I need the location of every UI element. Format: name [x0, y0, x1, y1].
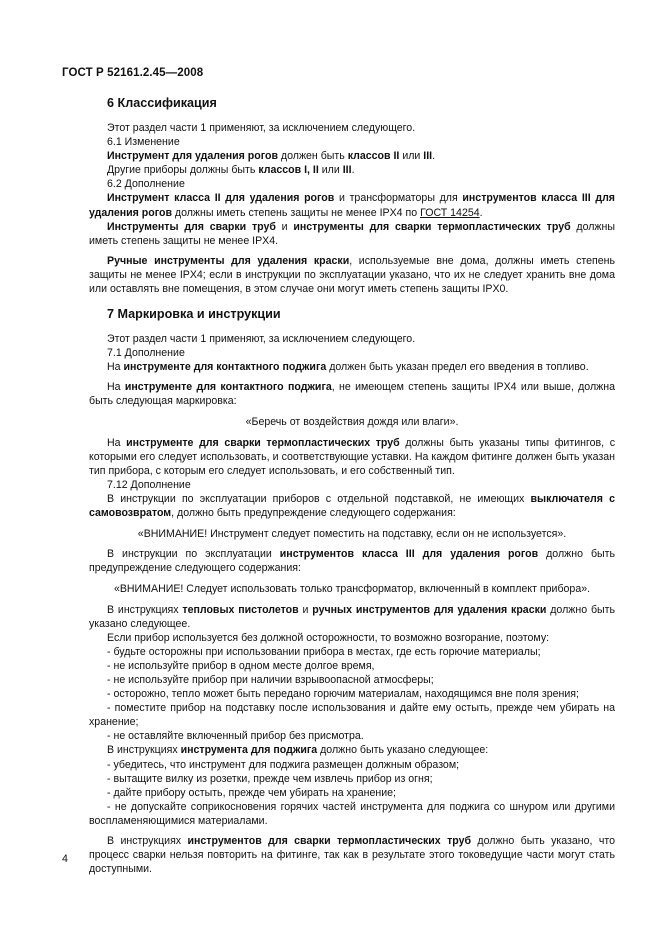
paragraph: На инструменте для сварки термопластических труб должны быть указаны типы фитингов, с которыми его следует использовать, и соответствующие уставки. На каждом фитинге должен быть указан тип прибора, с которым его следует использовать, и его собственный тип.	[89, 436, 615, 477]
quote-warning-transformer: «ВНИМАНИЕ! Следует использовать только трансформатор, включенный в комплект прибора».	[113, 583, 591, 596]
paragraph: Этот раздел части 1 применяют, за исключением следующего.	[107, 333, 416, 345]
paragraph: В инструкциях инструмента для поджига должно быть указано следующее:	[107, 744, 489, 757]
paragraph: Если прибор используется без должной осторожности, то возможно возгорание, поэтому:	[107, 631, 550, 644]
list-item: - не используйте прибор при наличии взрывоопасной атмосферы;	[107, 673, 434, 686]
quote-warning-stand: «ВНИМАНИЕ! Инструмент следует поместить на подставку, если он не используется».	[137, 528, 567, 541]
list-item: - осторожно, тепло может быть передано горючим материалам, находящимся вне поля зрения;	[107, 688, 579, 701]
paragraph: Инструменты для сварки труб и инструменты для сварки термопластических труб должны иметь степень защиты не менее IPX4.	[89, 220, 615, 247]
section-7-title: 7 Маркировка и инструкции	[107, 307, 281, 321]
list-item: - поместите прибор на подставку после использования и дайте ему остыть, прежде чем убирать на хранение;	[89, 702, 615, 729]
subclause-6-2: 6.2 Дополнение	[107, 178, 185, 191]
paragraph: В инструкциях инструментов для сварки термопластических труб должно быть указано, что процесс сварки нельзя повторить на фитинге, так как в результате этого токоведущие части могут стать доступными.	[89, 835, 616, 876]
paragraph: В инструкциях тепловых пистолетов и ручных инструментов для удаления краски должно быть указано следующее.	[89, 603, 615, 630]
paragraph: Ручные инструменты для удаления краски, используемые вне дома, должны иметь степень защиты не менее IPX4; если в инструкции по эксплуатации указано, что их не следует хранить вне дома или оставлять вне помещения, в этом случае они могут иметь степень защиты IPX0.	[89, 254, 615, 296]
list-item: - будьте осторожны при использовании прибора в местах, где есть горючие материалы;	[107, 645, 541, 658]
paragraph: Инструмент класса II для удаления рогов и трансформаторы для инструментов класса III для удаления рогов должны иметь степень защиты не менее IPX4 по ГОСТ 14254.	[89, 192, 615, 219]
list-item: - дайте прибору остыть, прежде чем убирать на хранение;	[107, 786, 396, 799]
subclause-7-1: 7.1 Дополнение	[107, 347, 185, 360]
paragraph: Другие приборы должны быть классов I, II или III.	[107, 164, 355, 177]
section-6-body	[89, 121, 615, 296]
gost-14254-link[interactable]: ГОСТ 14254	[420, 206, 480, 219]
section-7-body	[89, 332, 615, 876]
list-item: - вытащите вилку из розетки, прежде чем извлечь прибор из огня;	[107, 772, 433, 785]
subclause-7-12: 7.12 Дополнение	[107, 478, 191, 491]
page-number: 4	[62, 853, 68, 865]
section-6-title: 6 Классификация	[107, 96, 217, 110]
document-header: ГОСТ Р 52161.2.45—2008	[62, 67, 204, 79]
quote-marking: «Беречь от воздействия дождя или влаги».	[245, 416, 459, 429]
list-item: - не оставляйте включенный прибор без присмотра.	[107, 730, 364, 743]
subclause-6-1: 6.1 Изменение	[107, 136, 180, 149]
list-item: - не используйте прибор в одном месте долгое время,	[107, 659, 375, 672]
list-item: - не допускайте соприкосновения горячих частей инструмента для поджига со шнуром или другими воспламеняющимися материалами.	[89, 800, 615, 827]
list-item: - убедитесь, что инструмент для поджига размещен должным образом;	[107, 758, 460, 771]
paragraph: В инструкции по эксплуатации инструментов класса III для удаления рогов должно быть предупреждение следующего содержания:	[89, 548, 615, 575]
paragraph: На инструменте для контактного поджига должен быть указан предел его введения в топливо.	[107, 361, 589, 374]
paragraph: Этот раздел части 1 применяют, за исключением следующего.	[107, 122, 416, 134]
paragraph: На инструменте для контактного поджига, не имеющем степень защиты IPX4 или выше, должна быть следующая маркировка:	[89, 381, 615, 408]
paragraph: Инструмент для удаления рогов должен быть классов II или III.	[107, 150, 436, 163]
paragraph: В инструкции по эксплуатации приборов с отдельной подставкой, не имеющих выключателя с самовозвратом, должно быть предупреждение следующего содержания:	[89, 492, 615, 520]
